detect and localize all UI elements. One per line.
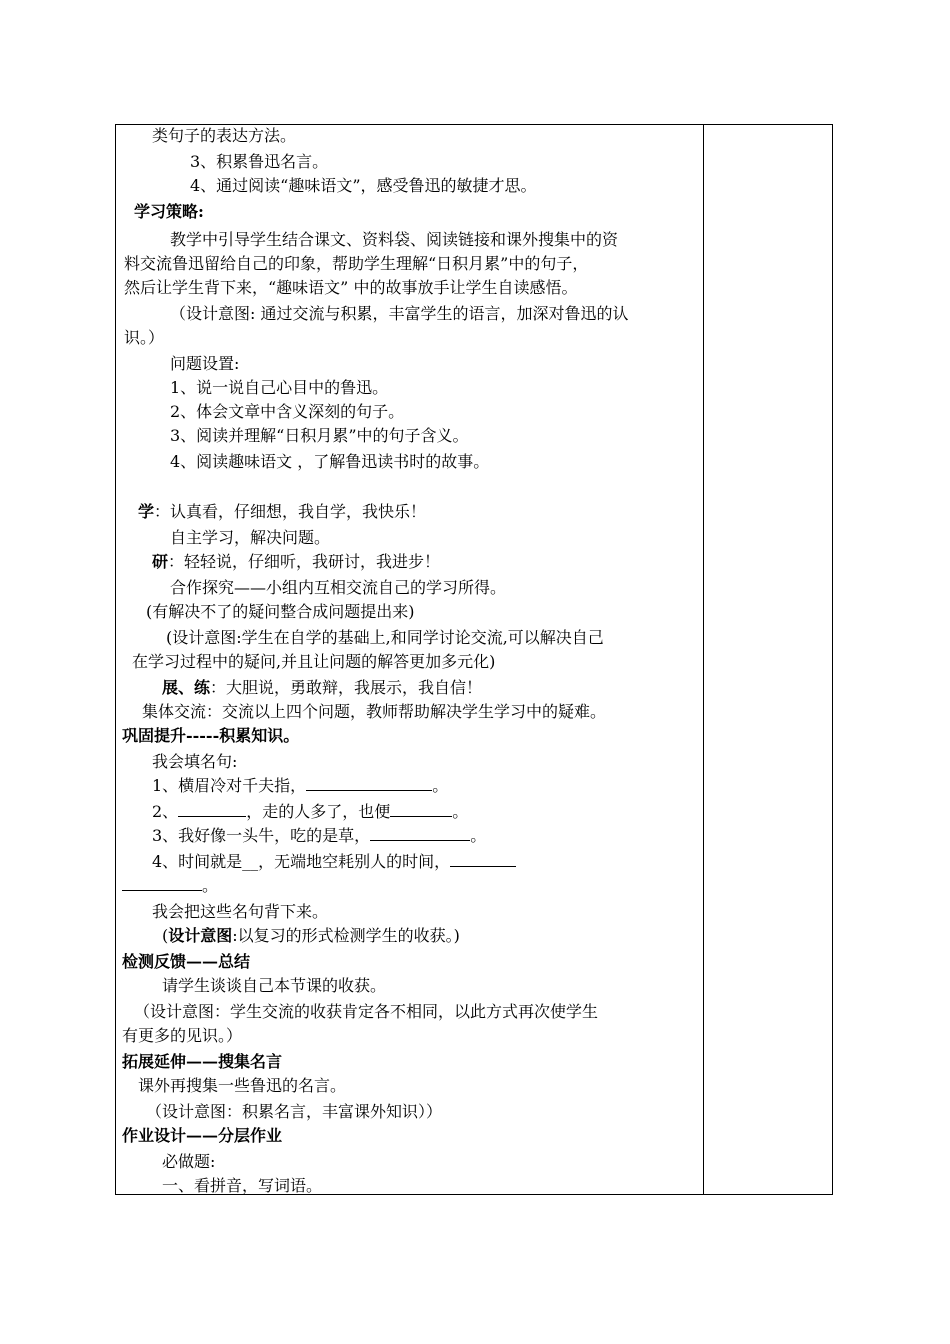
blank — [178, 800, 246, 817]
text-line: (有解决不了的疑问整合成问题提出来) — [146, 602, 415, 621]
text-line: 类句子的表达方法。 — [152, 126, 297, 145]
text-line: 3、积累鲁迅名言。 — [190, 152, 329, 171]
section-heading: 作业设计——分层作业 — [122, 1126, 283, 1145]
text-line: 自主学习，解决问题。 — [170, 528, 331, 547]
text-line: 我会填名句: — [152, 752, 238, 771]
text-line: 展、练：大胆说，勇敢辩，我展示，我自信！ — [162, 678, 483, 697]
text-line: （设计意图：积累名言，丰富课外知识）） — [146, 1102, 443, 1121]
list-item: 1、说一说自己心目中的鲁迅。 — [170, 378, 389, 397]
section-heading: 学习策略: — [134, 202, 204, 221]
section-heading: 巩固提升-----积累知识。 — [122, 726, 300, 745]
text-line: 在学习过程中的疑问,并且让问题的解答更加多元化) — [132, 652, 496, 671]
text-line: 集体交流：交流以上四个问题，教师帮助解决学生学习中的疑难。 — [142, 702, 607, 721]
blank — [390, 800, 452, 817]
text-line: 4、通过阅读“趣味语文”，感受鲁迅的敏捷才思。 — [190, 176, 537, 195]
list-item: 4、阅读趣味语文 ，了解鲁迅读书时的故事。 — [170, 452, 490, 471]
text-line: 课外再搜集一些鲁迅的名言。 — [138, 1076, 347, 1095]
text-line: (设计意图:学生在自学的基础上,和同学讨论交流,可以解决自己 — [166, 628, 604, 647]
text-line: 学：认真看，仔细想，我自学，我快乐！ — [138, 502, 427, 521]
text-line: (设计意图:以复习的形式检测学生的收获。) — [162, 926, 460, 945]
fill-in-item: 。 — [122, 874, 218, 898]
text-line: 料交流鲁迅留给自己的印象，帮助学生理解“日积月累”中的句子， — [124, 254, 589, 273]
text-line: 我会把这些名句背下来。 — [152, 902, 329, 921]
section-heading: 拓展延伸——搜集名言 — [122, 1052, 283, 1071]
text-line: 研：轻轻说，仔细听，我研讨，我进步！ — [152, 552, 441, 571]
text-line: 一、看拼音，写词语。 — [162, 1176, 323, 1195]
text-line: 识。） — [124, 328, 165, 347]
text-line: 教学中引导学生结合课文、资料袋、阅读链接和课外搜集中的资 — [170, 230, 619, 249]
text-line: 必做题: — [162, 1152, 216, 1171]
list-item: 3、阅读并理解“日积月累”中的句子含义。 — [170, 426, 469, 445]
blank — [306, 774, 432, 791]
fill-in-item: 4、时间就是__，无端地空耗别人的时间， — [152, 850, 516, 874]
blank — [450, 850, 516, 867]
section-heading: 检测反馈——总结 — [122, 952, 251, 971]
text-line: 问题设置: — [170, 354, 240, 373]
blank — [370, 824, 470, 841]
fill-in-item: 2、 ，走的人多了，也便 。 — [152, 802, 469, 821]
column-divider — [703, 124, 704, 1195]
text-line: （设计意图: 通过交流与积累，丰富学生的语言，加深对鲁迅的认 — [170, 304, 629, 323]
list-item: 2、体会文章中含义深刻的句子。 — [170, 402, 405, 421]
text-line: 请学生谈谈自己本节课的收获。 — [162, 976, 387, 995]
text-line: 有更多的见识。） — [122, 1026, 243, 1045]
blank — [122, 874, 202, 891]
fill-in-item: 1、横眉冷对千夫指， 。 — [152, 776, 449, 795]
text-line: 然后让学生背下来，“趣味语文” 中的故事放手让学生自读感悟。 — [124, 278, 578, 297]
fill-in-item: 3、我好像一头牛，吃的是草， 。 — [152, 826, 487, 845]
text-line: 合作探究——小组内互相交流自己的学习所得。 — [170, 578, 507, 597]
text-line: （设计意图：学生交流的收获肯定各不相同，以此方式再次使学生 — [134, 1002, 599, 1021]
